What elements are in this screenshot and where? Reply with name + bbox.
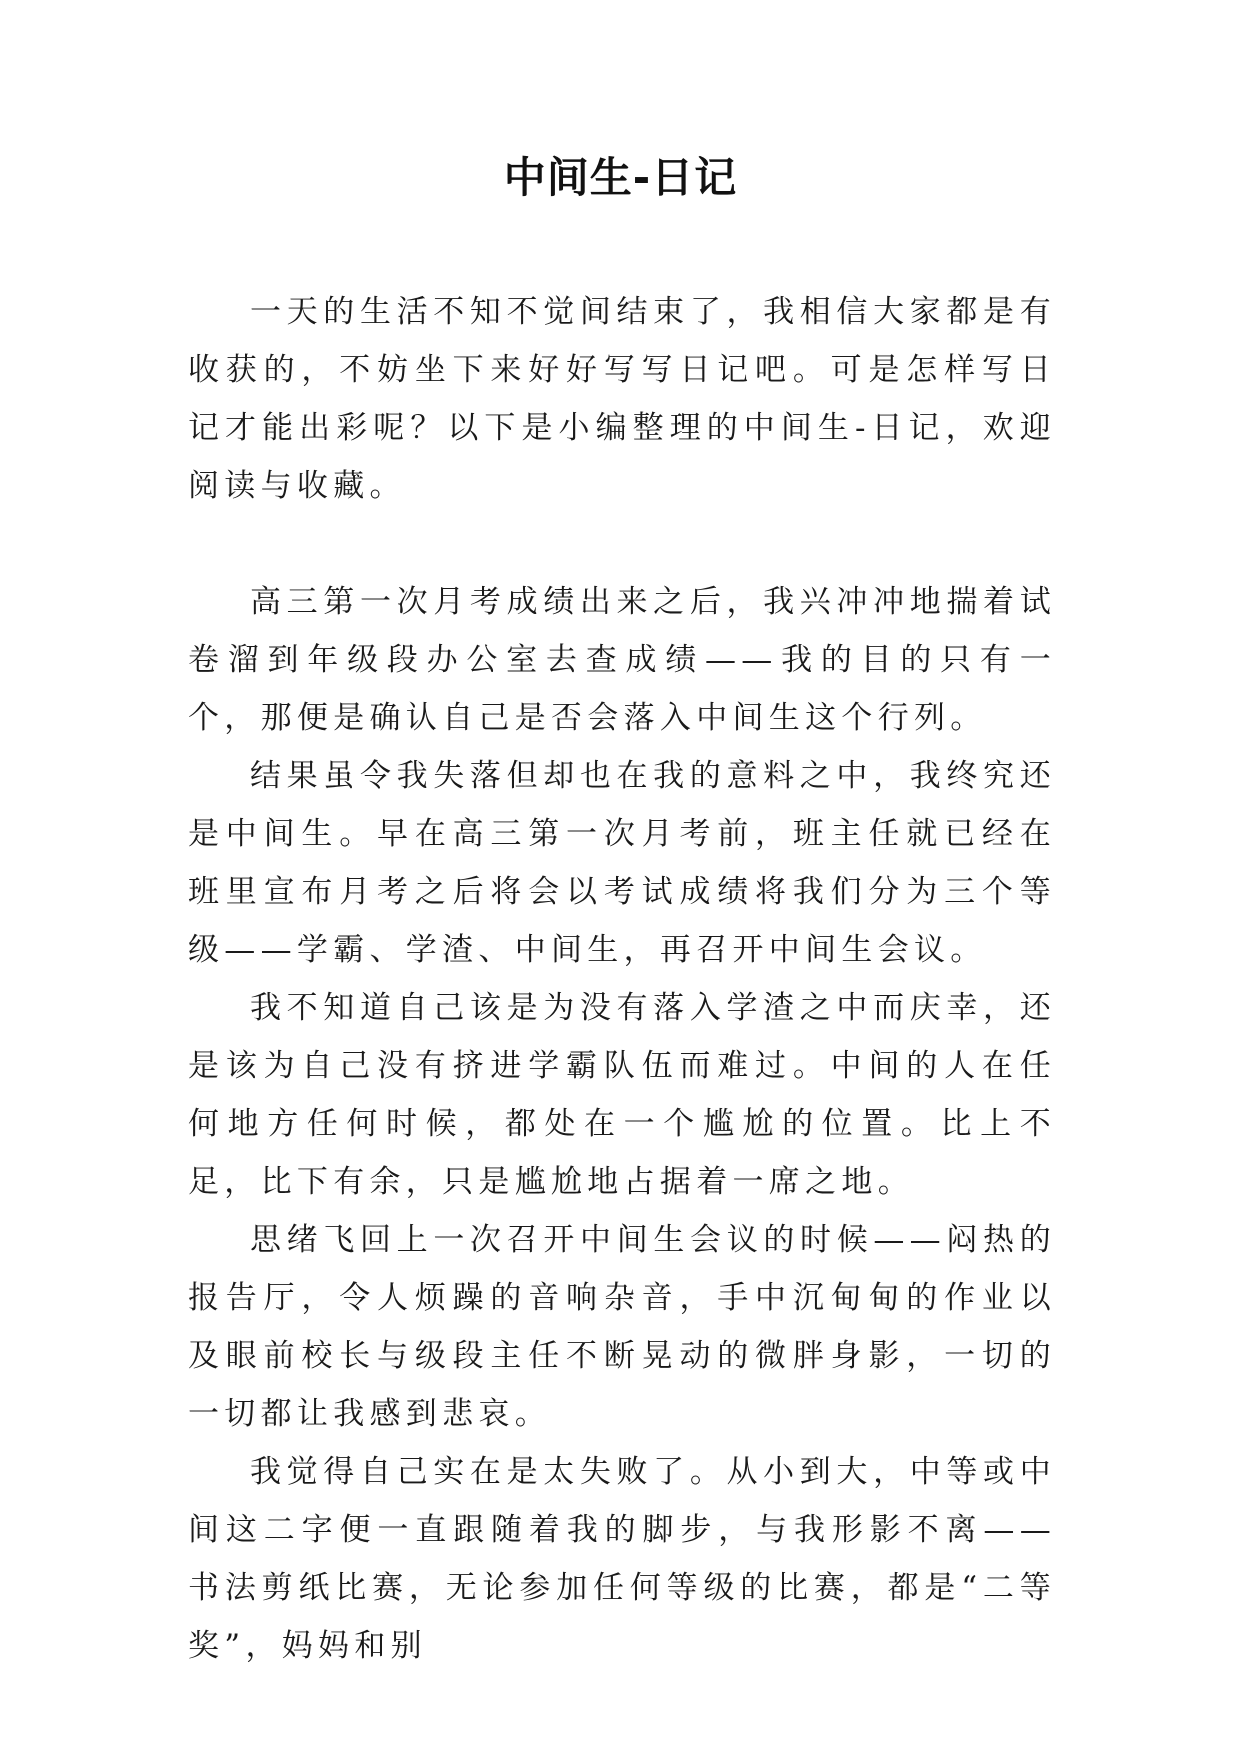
body-paragraph: 结果虽令我失落但却也在我的意料之中，我终究还是中间生。早在高三第一次月考前，班主任就已经在班里宣布月考之后将会以考试成绩将我们分为三个等级——学霸、学渣、中间生，再召开中间生会议。 — [188, 758, 1056, 968]
body-paragraph: 高三第一次月考成绩出来之后，我兴冲冲地揣着试卷溜到年级段办公室去查成绩——我的目的只有一个，那便是确认自己是否会落入中间生这个行列。 — [188, 584, 1056, 736]
body-paragraph: 我不知道自己该是为没有落入学渣之中而庆幸，还是该为自己没有挤进学霸队伍而难过。中间的人在任何地方任何时候，都处在一个尴尬的位置。比上不足，比下有余，只是尴尬地占据着一席之地。 — [188, 990, 1056, 1200]
document-body — [188, 283, 1056, 1675]
intro-paragraph: 一天的生活不知不觉间结束了，我相信大家都是有收获的，不妨坐下来好好写写日记吧。可是怎样写日记才能出彩呢？以下是小编整理的中间生-日记，欢迎阅读与收藏。 — [188, 294, 1056, 504]
document-title: 中间生-日记 — [503, 153, 738, 202]
body-paragraph: 思绪飞回上一次召开中间生会议的时候——闷热的报告厅，令人烦躁的音响杂音，手中沉甸甸的作业以及眼前校长与级段主任不断晃动的微胖身影，一切的一切都让我感到悲哀。 — [188, 1222, 1056, 1432]
body-paragraph: 我觉得自己实在是太失败了。从小到大，中等或中间这二字便一直跟随着我的脚步，与我形影不离——书法剪纸比赛，无论参加任何等级的比赛，都是“二等奖”，妈妈和别 — [188, 1454, 1056, 1664]
